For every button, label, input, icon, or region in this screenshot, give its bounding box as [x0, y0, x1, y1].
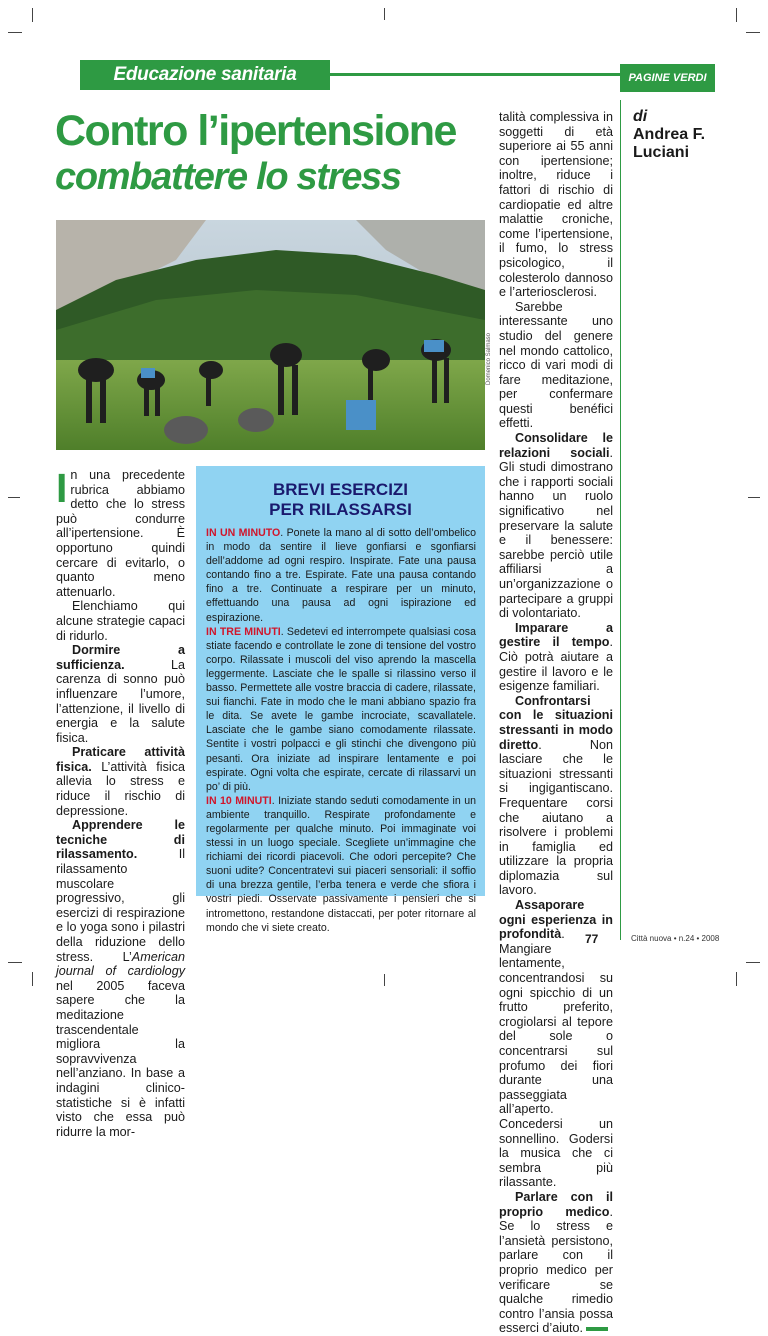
crop-mark: [748, 497, 760, 498]
byline: [633, 108, 723, 162]
article-title: Contro l’ipertensione: [55, 107, 456, 155]
strategy-text: . Mangiare lentamente, concentrandosi su ogni spicchio di un frutto preferito, crogiolarsi al tepore del sole o concentrarsi sul profumo dei fiori durante una passeggiata all’aperto. Concedersi un sonnellino. Godersi la musica che ci sembra più rilassante.: [499, 927, 613, 1190]
article-column-1: [56, 465, 185, 1139]
exercise-text: . Sedetevi ed interrompete qualsiasi cosa stiate facendo e controllate le zone di tensione del vostro corpo. Rilassate i muscoli del viso aprendo la mascella leggermente. Lasciate che le spalle si rilassino verso il basso. Permettete alle vostre braccia di cadere, rilassate, sui fianchi. Fate in modo che le mani abbiano spazio fra le dita. Se avete le gambe incrociate, scavallatele. Lasciate che le gambe siano comodamente rilassate. Sentite i vostri polpacci e gli stinchi che divengono più pesanti. Ora iniziate ad inspirare lentamente e poi espirate. Ogni volta che espirate, cercate di rilassarvi un po’ di più.: [206, 625, 476, 793]
crop-mark: [746, 32, 760, 33]
exercise-lead: IN UN MINUTO: [206, 527, 281, 539]
paragraph: [56, 643, 185, 745]
box-body: [206, 526, 476, 935]
crop-mark: [8, 497, 20, 498]
exercise-lead: IN 10 MINUTI: [206, 794, 272, 807]
strategy-text: . Ciò potrà aiutare a gestire il lavoro e le esigenze familiari.: [499, 635, 613, 694]
box-title-line: PER RILASSARSI: [269, 500, 412, 519]
crop-mark: [736, 8, 737, 22]
byline-prefix: di: [633, 108, 648, 125]
strategy-text: L’attività fisica allevia lo stress e riduce il rischio di depressione.: [56, 759, 185, 818]
publication-footer: Città nuova • n.24 • 2008: [631, 934, 720, 943]
strategy-text: Il rilassamento muscolare progressivo, gli esercizi di respirazione e lo yoga sono i pilastri della riduzione dello stress. L’: [56, 847, 185, 964]
crop-mark: [8, 32, 22, 33]
exercise-box: [196, 466, 485, 934]
crop-mark: [384, 8, 385, 20]
section-banner: Educazione sanitaria: [80, 60, 330, 90]
paragraph: Sarebbe interessante uno studio del genere nel mondo cattolico, ricco di vari modi di fare meditazione, per confermare questi benéfici effetti.: [499, 299, 613, 431]
exercise-lead: IN TRE MINUTI: [206, 625, 281, 638]
strategy-heading: Praticare attività fisica.: [56, 745, 185, 774]
banner-divider: [330, 73, 620, 76]
paragraph: talità complessiva in soggetti di età superiore ai 55 anni con ipertensione; inoltre, riduce i fattori di rischio di cardiopatie ed altre malattie croniche, come l’ipertensione, il fumo, lo stress psicologico, il colesterolo dannoso e l’arteriosclerosi.: [499, 110, 613, 300]
strategy-text: . Se lo stress e l’ansietà persistono, parlare con il proprio medico per verificare se qualche rimedio contro l’ansia possa esserci d’aiuto.: [499, 1204, 613, 1336]
paragraph: [499, 694, 613, 898]
strategy-text: La carenza di sonno può influenzare l’umore, l’attenzione, il livello di energia e la salute fisica.: [56, 657, 185, 745]
box-title: [196, 480, 485, 520]
crop-mark: [746, 962, 760, 963]
strategy-heading: Consolidare le relazioni sociali: [499, 431, 613, 460]
article-subtitle: combattere lo stress: [55, 156, 401, 198]
photo-credit: Domenico Salmaso: [486, 332, 492, 385]
crop-mark: [32, 8, 33, 22]
strategy-text: . Non lasciare che le situazioni stressanti si ingigantiscano. Frequentare corsi che aiutano a risolvere i problemi in famiglia ed utilizzare la propria diplomazia sul lavoro.: [499, 737, 613, 898]
paragraph: Elenchiamo qui alcune strategie capaci di ridurlo.: [56, 599, 185, 643]
hikers-photo: [56, 220, 485, 450]
drop-cap: I: [56, 465, 68, 511]
paragraph: [499, 431, 613, 621]
series-tab: PAGINE VERDI: [620, 64, 715, 92]
strategy-heading: Dormire a sufficienza.: [56, 643, 185, 672]
page-number: 77: [585, 932, 599, 946]
strategy-heading: Assaporare ogni esperienza in profondità: [499, 898, 613, 942]
strategy-heading: Confrontarsi con le situazioni stressanti in modo diretto: [499, 693, 613, 752]
paragraph: [499, 621, 613, 694]
paragraph: [56, 745, 185, 818]
crop-mark: [32, 972, 33, 986]
end-mark: [586, 1327, 608, 1331]
strategy-text: nel 2005 faceva sapere che la meditazione trascendentale migliora la sopravvivenza nell’anziano. In base a indagini clinico-statistiche si è infatti visto che essa può ridurre la mor-: [56, 978, 185, 1139]
strategy-text: . Gli studi dimostrano che i rapporti sociali hanno un ruolo significativo nel preservare la salute e il benessere: sarebbe perciò utile affiliarsi a un’organizzazione o partecipare a gruppi di volontariato.: [499, 445, 613, 621]
strategy-heading: Apprendere le tecniche di rilassamento.: [56, 818, 185, 862]
column-divider: [620, 100, 621, 940]
crop-mark: [8, 962, 22, 963]
box-title-line: BREVI ESERCIZI: [272, 480, 409, 499]
paragraph: [56, 818, 185, 1139]
crop-mark: [384, 974, 385, 986]
intro-text: n una precedente rubrica abbiamo detto che lo stress può condurre all’ipertensione. È opportuno quindi cercare di evitarlo, o quanto meno attenuarlo.: [56, 468, 185, 599]
author-name: Andrea F. Luciani: [633, 126, 706, 161]
strategy-heading: Parlare con il proprio medico: [499, 1189, 613, 1219]
crop-mark: [736, 972, 737, 986]
strategy-heading: Imparare a gestire il tempo: [499, 620, 613, 650]
paragraph: [499, 1190, 613, 1336]
journal-name: American journal of cardiology: [56, 949, 185, 979]
exercise-text: . Iniziate stando seduti comodamente in un ambiente tranquillo. Respirate profondamente e regolarmente per qualche minuto. Poi immaginate voi stessi in un luogo speciale. Scegliete un’immagine che richiami dei ricordi piacevoli. Che odori percepite? Che suoni udite? Concentratevi sui piaceri sensoriali: il soffio di una brezza gentile, l’erba tenera e verde che sfiora i vostri piedi. Osservate passivamente i pensieri che si intromettono, restandone distaccati, per poter ritornare al mondo che vi siete creato.: [206, 794, 477, 934]
exercise-text: . Ponete la mano al di sotto dell’ombelico in modo da sentire il lieve gonfiarsi e sgonfiarsi dell’addome ad ogni respiro. Inspirate. Fate una pausa contando fino a tre. Espirate. Fate una pausa contando fino a tre. Continuate a respirare per un minuto, effettuando una pausa ad ogni ispirazione ed espirazione.: [206, 527, 476, 624]
article-column-3: [499, 110, 613, 1336]
